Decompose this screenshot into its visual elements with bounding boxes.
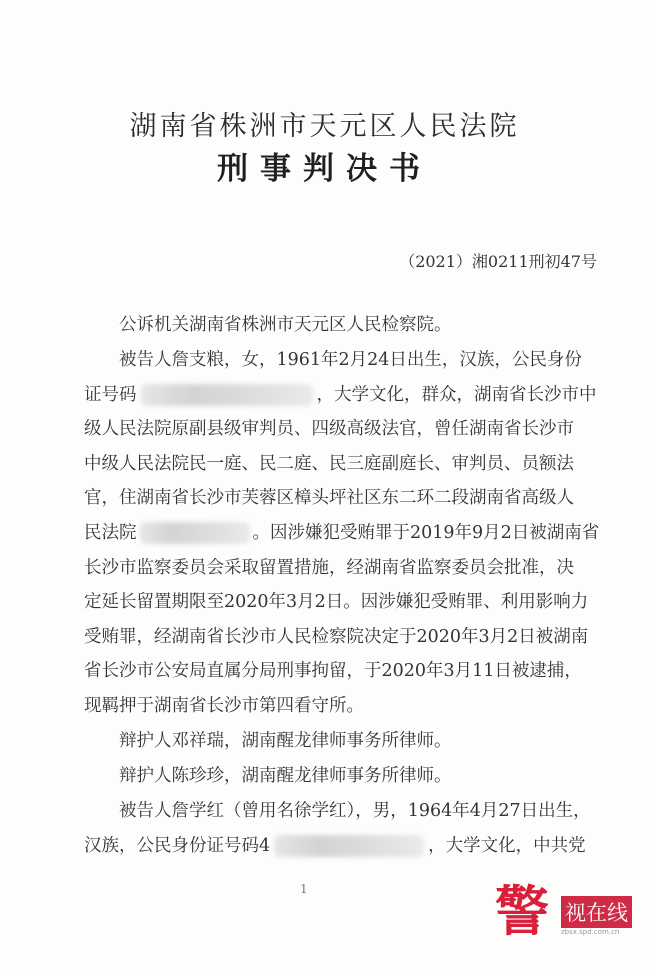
case-number: （2021）湘0211刑初47号 — [399, 252, 597, 271]
defendant1-line-6 — [84, 516, 600, 551]
defendant1-line-3: 级人民法院原副县级审判员、四级高级法官，曾任湖南省长沙市 — [84, 419, 574, 440]
defendant1-line-2-rest: ，大学文化，群众，湖南省长沙市中 — [316, 384, 597, 405]
defender-2: 辩护人陈珍珍，湖南醒龙律师事务所律师。 — [119, 765, 452, 786]
defendant1-address-start: 民法院 — [84, 522, 137, 543]
watermark-logo — [495, 882, 635, 952]
defendant1-line-6-rest: 。因涉嫌犯受贿罪于2019年9月2日被湖南省 — [252, 522, 600, 543]
defendant2-line-2 — [84, 829, 584, 864]
defendant2-line-1: 被告人詹学红（曾用名徐学红），男，1964年4月27日出生， — [119, 801, 591, 821]
watermark-url: zbsx.spd.com.cn — [561, 928, 620, 936]
redacted-address — [140, 522, 250, 544]
defendant1-line-11: 现羁押于湖南省长沙市第四看守所。 — [84, 695, 364, 716]
defendant1-line-7: 长沙市监察委员会采取留置措施，经湖南省监察委员会批准，决 — [84, 557, 574, 578]
redacted-id-number-2 — [274, 835, 424, 857]
watermark-text: 视在线 — [561, 896, 632, 928]
document-title: 刑事判决书 — [217, 151, 432, 187]
defendant1-line-4: 中级人民法院民一庭、民二庭、民三庭副庭长、审判员、员额法 — [84, 453, 574, 474]
defendant2-paragraph — [84, 794, 591, 863]
prosecutor-line: 公诉机关湖南省株洲市天元区人民检察院。 — [119, 315, 452, 335]
defendant2-line-2-rest: ，大学文化，中共党 — [428, 835, 586, 856]
defendant1-line-9: 受贿罪，经湖南省长沙市人民检察院决定于2020年3月2日被湖南 — [84, 626, 589, 647]
defendant1-line-10: 省长沙市公安局直属分局刑事拘留，于2020年3月11日被逮捕， — [84, 661, 582, 682]
defendant2-id-label: 汉族，公民身份证号码4 — [84, 835, 271, 856]
defendant1-line-2 — [84, 378, 597, 413]
page-footer-mark: 1 — [300, 882, 308, 896]
defendant1-line-8: 定延长留置期限至2020年3月2日。因涉嫌犯受贿罪、利用影响力 — [84, 592, 589, 613]
defendant1-id-label: 证号码 — [84, 384, 137, 405]
defender-paragraph — [84, 724, 584, 793]
defendant1-paragraph — [84, 343, 600, 724]
prosecutor-paragraph — [84, 308, 584, 343]
defender-1: 辩护人邓祥瑞，湖南醒龙律师事务所律师。 — [119, 731, 452, 751]
court-name: 湖南省株洲市天元区人民法院 — [129, 111, 520, 142]
defendant1-line-1: 被告人詹支粮，女，1961年2月24日出生，汉族，公民身份 — [119, 350, 582, 370]
defendant1-line-5: 官，住湖南省长沙市芙蓉区樟头坪社区东二环二段湖南省高级人 — [84, 488, 574, 509]
redacted-id-number — [141, 384, 313, 406]
watermark-logo-glyph: 警 — [495, 880, 549, 943]
